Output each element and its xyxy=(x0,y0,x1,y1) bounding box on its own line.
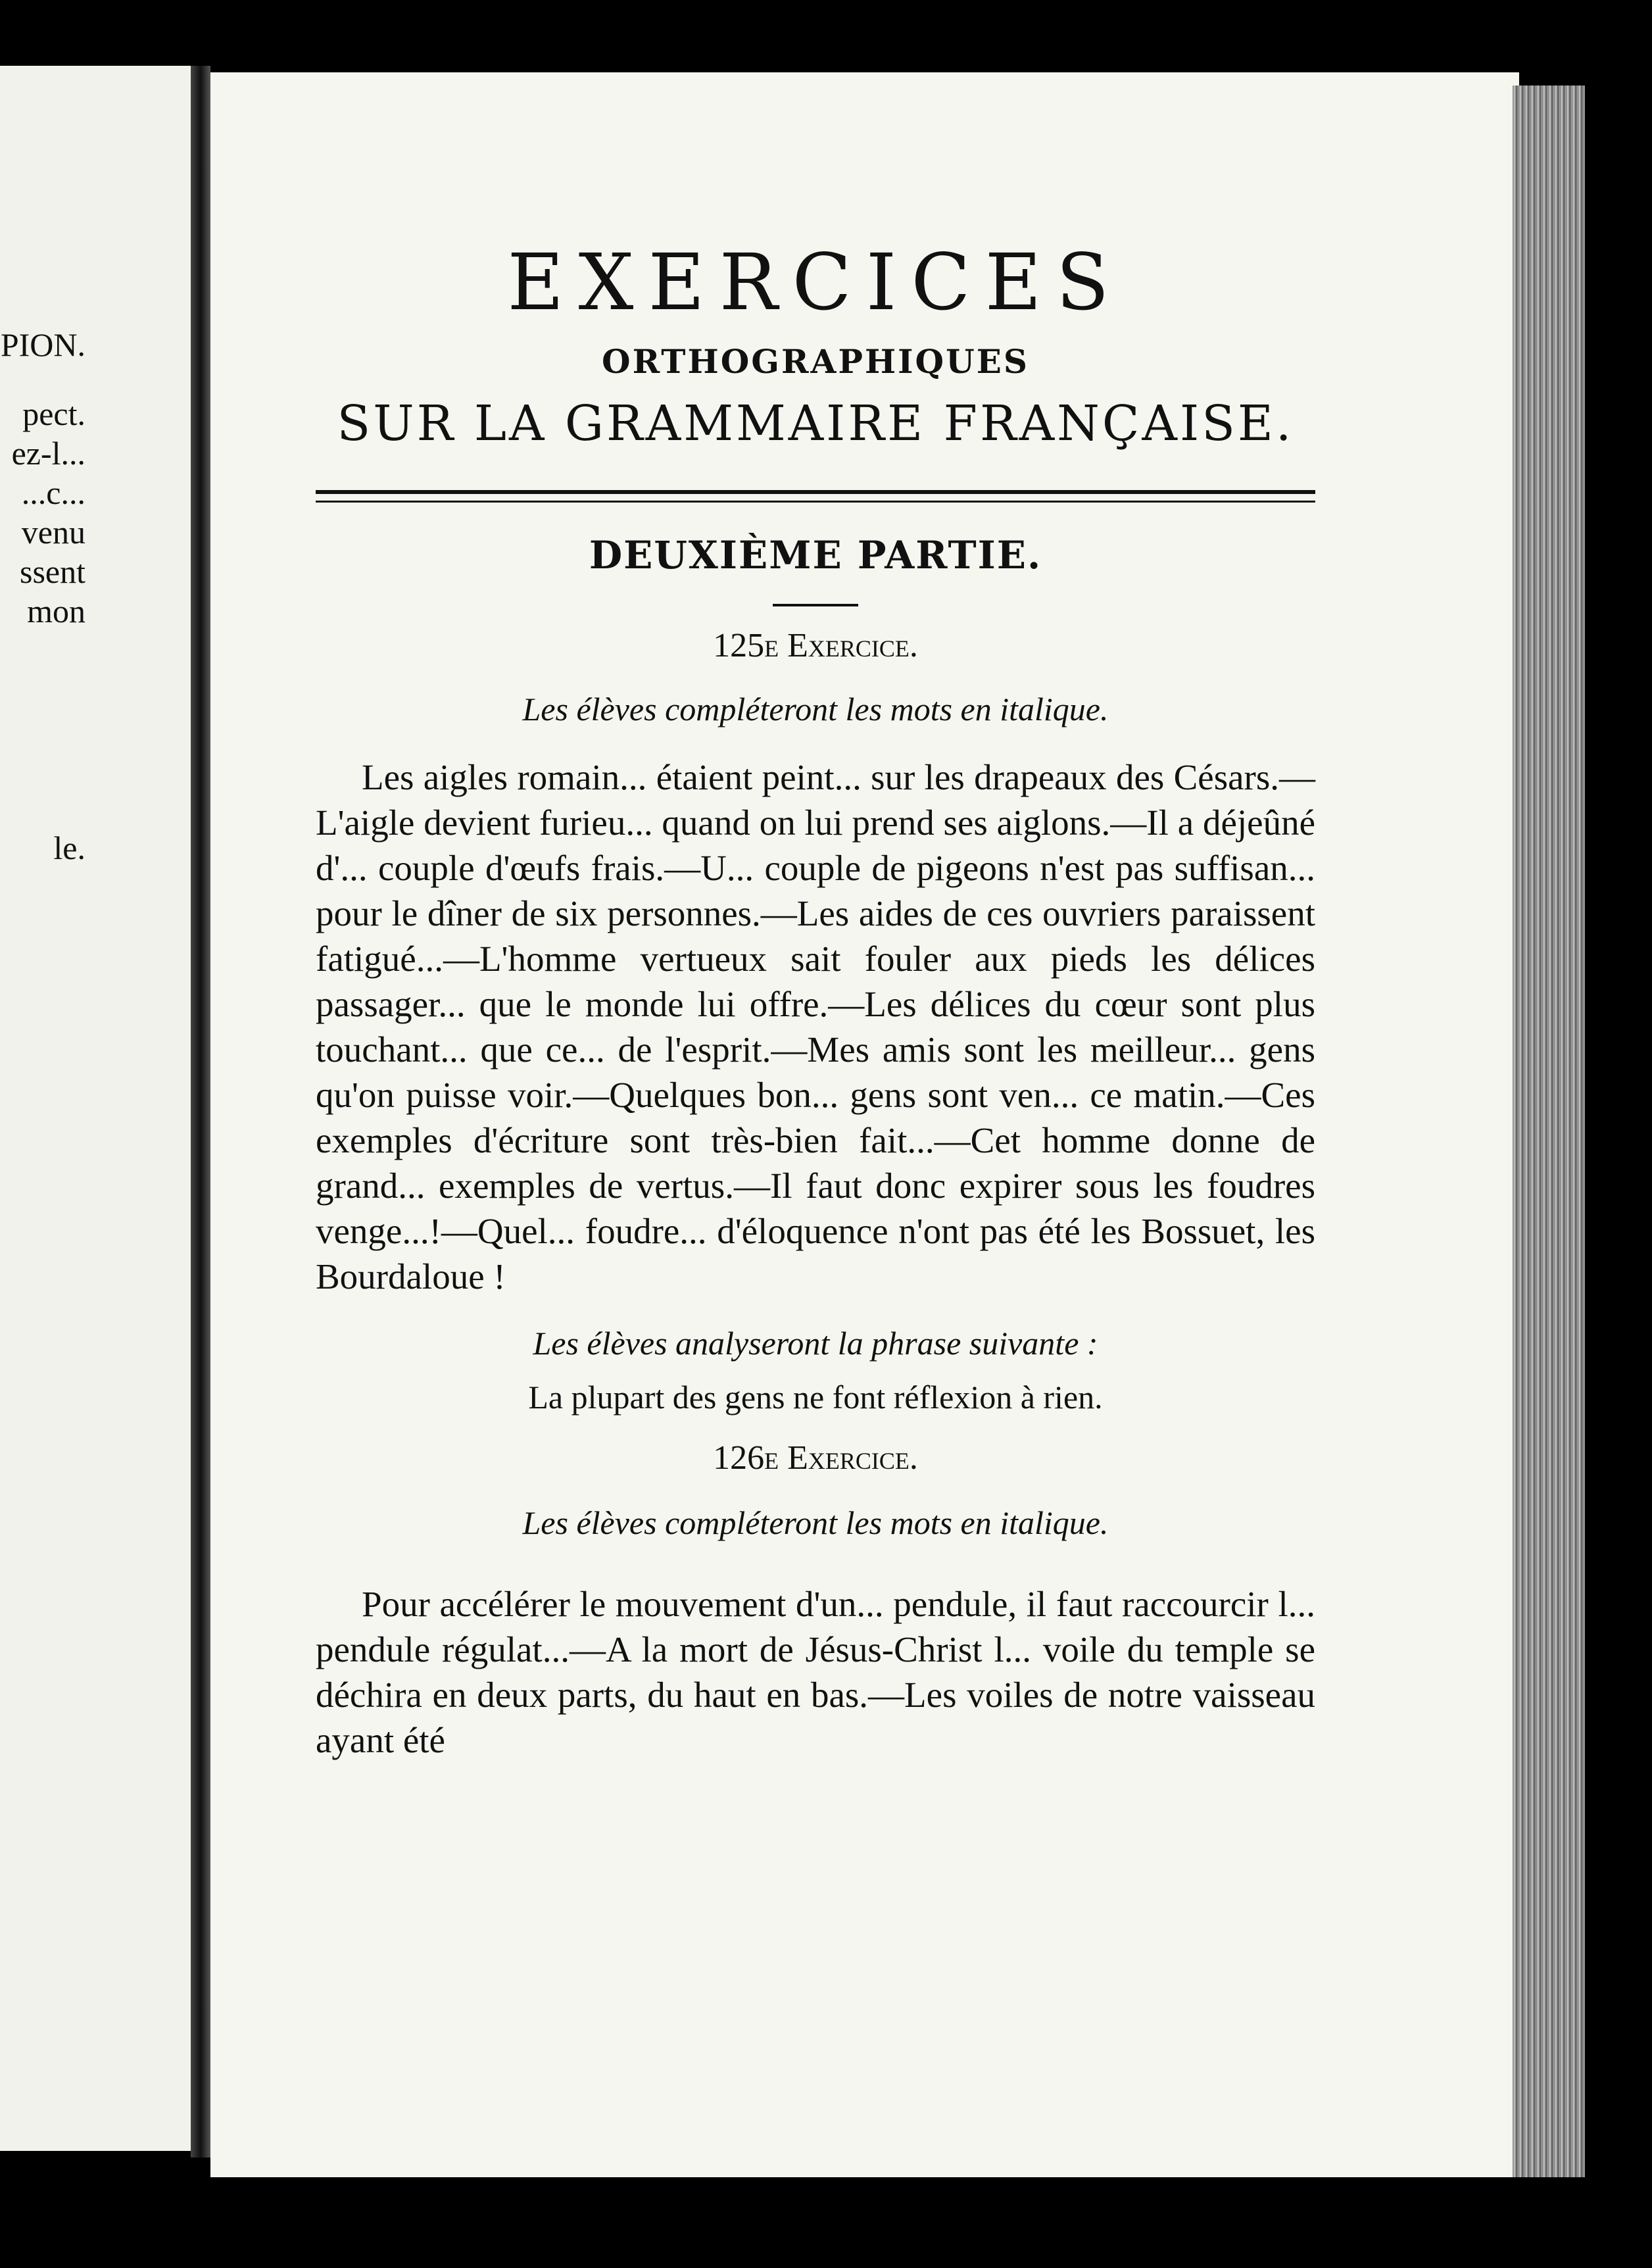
exercise-126-instruction: Les élèves compléteront les mots en italique. xyxy=(522,1504,1109,1541)
page-edges xyxy=(1513,86,1585,2177)
analysis-sentence: La plupart des gens ne font réflexion à rien. xyxy=(528,1379,1103,1416)
left-fragment: ssent xyxy=(20,553,85,590)
left-fragment: le. xyxy=(53,829,85,866)
left-fragment: ez-l... xyxy=(11,435,85,472)
left-fragment: venu xyxy=(21,514,85,551)
page-subtitle-2: SUR LA GRAMMAIRE FRANÇAISE. xyxy=(337,395,1294,452)
exercise-125-text: Les aigles romain... étaient peint... sur les drapeaux des Césars.—L'aigle devient furieu... quand on lui prend ses aiglons.—Il a déjeûné d'... couple d'œufs frais.—U... couple de pigeons n'est pas suffisan... pour le dîner de six personnes.—Les aides de ces ouvriers paraissent fatigué...—L'homme vertueux sait fouler aux pieds les délices passager... que le monde lui offre.—Les délices du cœur sont plus touchant... que ce... de l'esprit.—Mes amis sont les meilleur... gens qu'on puisse voir.—Quelques bon... gens sont ven... ce matin.—Ces exemples d'écriture sont très-bien fait...—Cet homme donne de grand... exemples de vertus.—Il faut donc expirer sous les foudres venge...!—Quel... foudre... d'éloquence n'ont pas été les Bossuet, les Bourdaloue ! xyxy=(316,757,1315,1296)
exercise-125-instruction: Les élèves compléteront les mots en italique. xyxy=(522,691,1109,727)
analysis-instruction: Les élèves analyseront la phrase suivante : xyxy=(533,1325,1098,1362)
left-fragment: pect. xyxy=(22,395,85,432)
book-gutter xyxy=(191,66,210,2157)
left-fragment: mon xyxy=(27,593,85,629)
double-rule xyxy=(316,490,1315,503)
exercise-126-title: 126e Exercice. xyxy=(713,1439,918,1477)
short-rule xyxy=(773,604,858,606)
page-content xyxy=(316,217,1315,1763)
page-subtitle: ORTHOGRAPHIQUES xyxy=(602,342,1029,381)
left-page xyxy=(0,66,191,2151)
exercise-125-title: 125e Exercice. xyxy=(713,627,918,664)
page-title: EXERCICES xyxy=(507,237,1124,328)
left-fragment: ...c... xyxy=(21,474,85,511)
exercise-126-text: Pour accélérer le mouvement d'un... pendule, il faut raccourcir l... pendule régulat...—A la mort de Jésus-Christ l... voile du temple se déchira en deux parts, du haut en bas.—Les voiles de notre vaisseau ayant été xyxy=(316,1584,1315,1760)
left-fragment: PION. xyxy=(0,326,85,363)
part-title: DEUXIÈME PARTIE. xyxy=(589,533,1042,578)
